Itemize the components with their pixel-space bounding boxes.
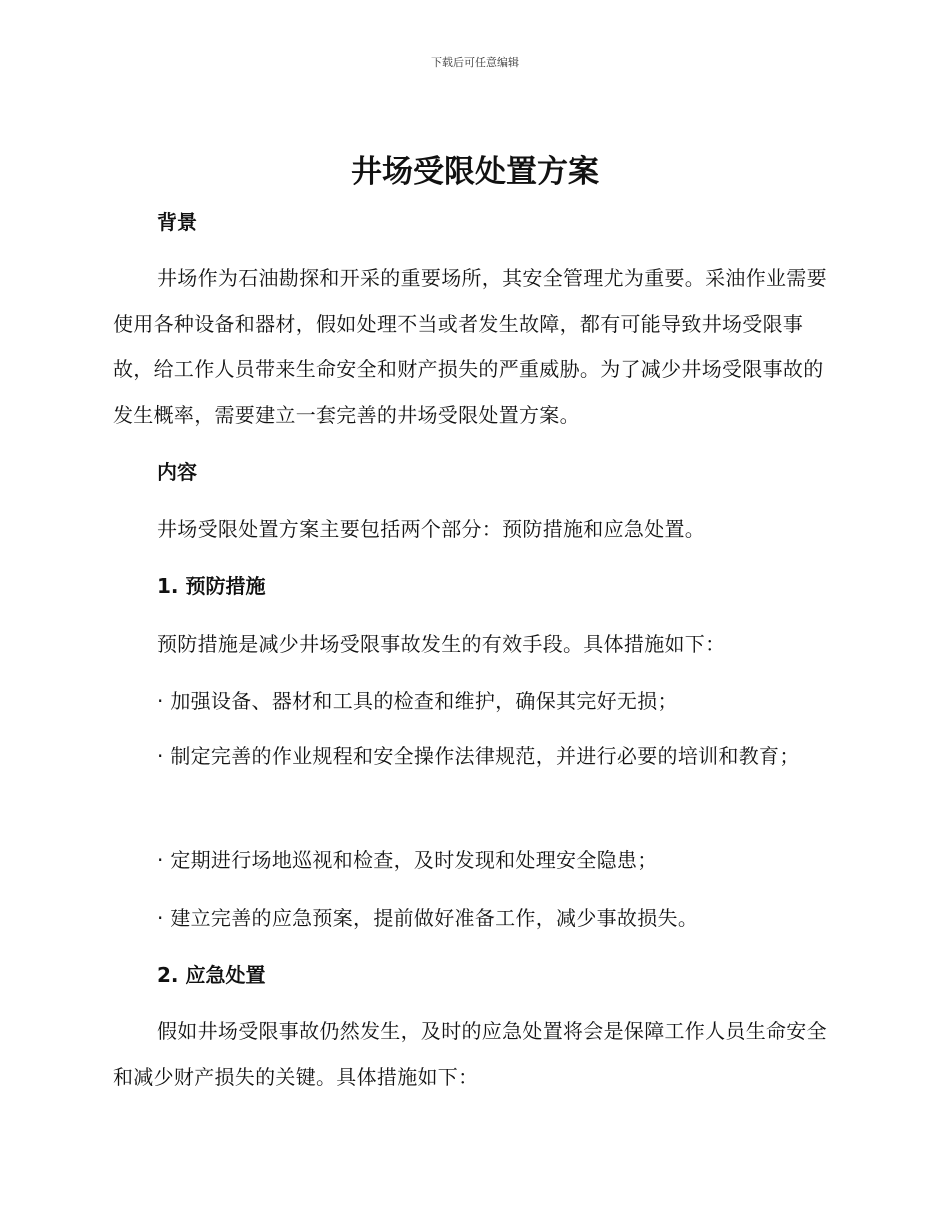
header-note: 下载后可任意编辑 bbox=[431, 56, 519, 69]
prevention-item: · 加强设备、器材和工具的检查和维护，确保其完好无损； bbox=[157, 689, 678, 713]
prevention-item: · 建立完善的应急预案，提前做好准备工作，减少事故损失。 bbox=[157, 906, 699, 930]
content-intro: 井场受限处置方案主要包括两个部分：预防措施和应急处置。 bbox=[157, 517, 706, 541]
background-heading: 背景 bbox=[157, 210, 197, 234]
content-heading: 内容 bbox=[157, 460, 197, 484]
document-title: 井场受限处置方案 bbox=[351, 154, 599, 190]
background-paragraph: 井场作为石油勘探和开采的重要场所，其安全管理尤为重要。采油作业需要使用各种设备和器材，假如处理不当或者发生故障，都有可能导致井场受限事故，给工作人员带来生命安全和财产损失的严重威胁。为了减少井场受限事故的发生概率，需要建立一套完善的井场受限处置方案。 bbox=[113, 266, 827, 427]
emergency-heading: 2. 应急处置 bbox=[157, 963, 266, 987]
prevention-item: · 定期进行场地巡视和检查，及时发现和处理安全隐患； bbox=[157, 848, 658, 872]
prevention-item: · 制定完善的作业规程和安全操作法律规范，并进行必要的培训和教育； bbox=[157, 744, 800, 768]
prevention-intro: 预防措施是减少井场受限事故发生的有效手段。具体措施如下： bbox=[157, 632, 726, 656]
emergency-paragraph: 假如井场受限事故仍然发生，及时的应急处置将会是保障工作人员生命安全和减少财产损失的关键。具体措施如下： bbox=[113, 1019, 827, 1089]
prevention-heading: 1. 预防措施 bbox=[157, 574, 266, 598]
